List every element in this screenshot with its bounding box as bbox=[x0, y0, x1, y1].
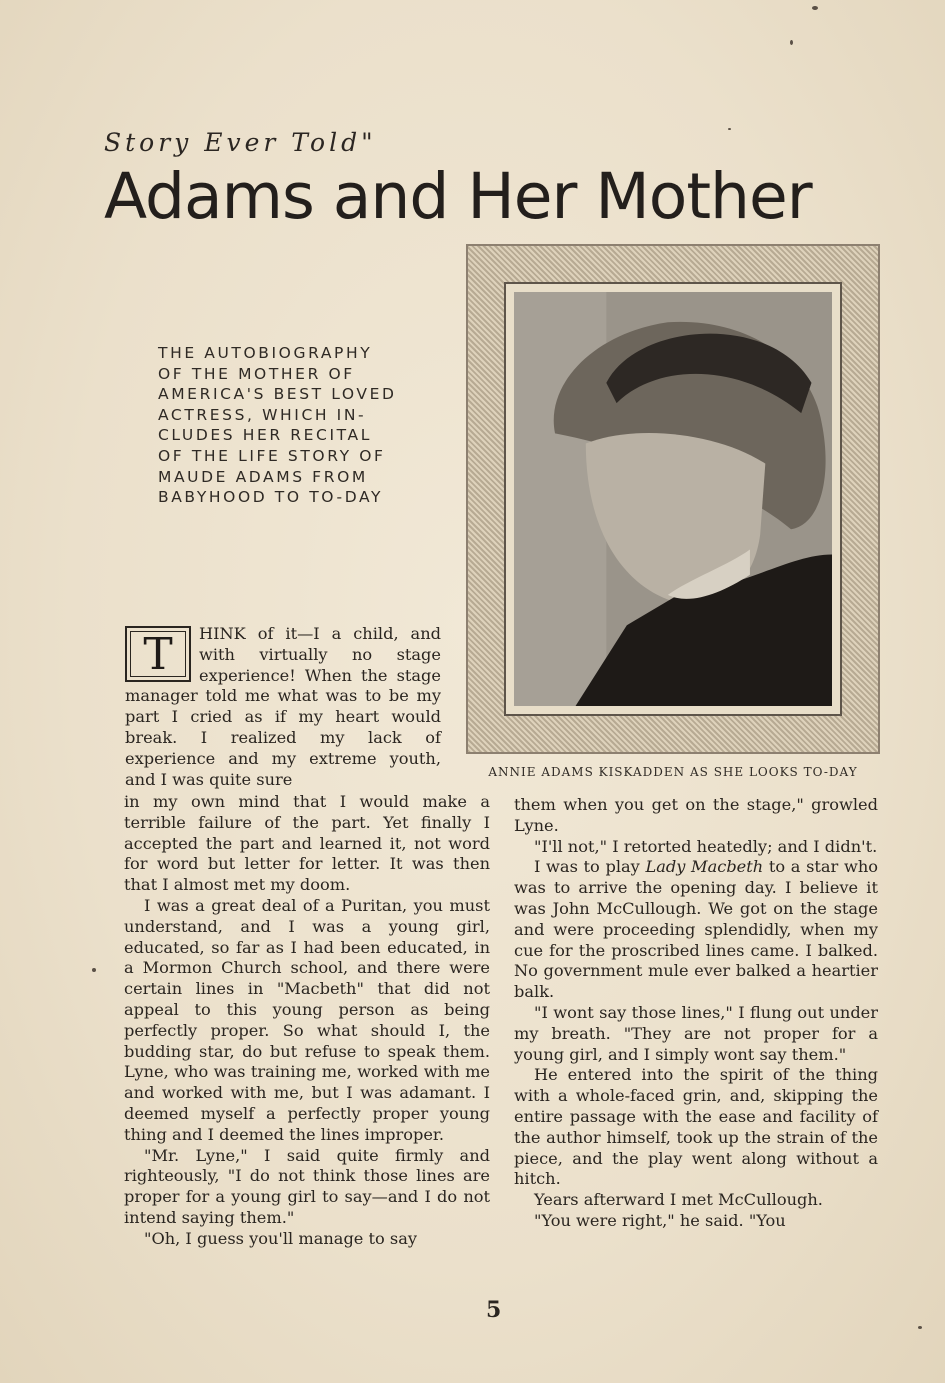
paragraph: "Mr. Lyne," I said quite firmly and righteously, "I do not think those lines are proper for a young girl to say—and I do not intend saying them." bbox=[124, 1145, 490, 1227]
photo-frame bbox=[466, 244, 880, 754]
deck-line: BABYHOOD TO TO-DAY bbox=[158, 488, 384, 507]
portrait-photo bbox=[514, 292, 832, 706]
portrait-illustration bbox=[514, 292, 832, 706]
paragraph: "I wont say those lines," I flung out under my breath. "They are not proper for a young girl, and I simply wont say them." bbox=[514, 1002, 878, 1064]
drop-cap-frame bbox=[125, 626, 191, 682]
paragraph: "Oh, I guess you'll manage to say bbox=[144, 1228, 418, 1248]
column-2 bbox=[514, 795, 878, 1232]
paragraph: He entered into the spirit of the thing with a whole-faced grin, and, skipping the entire passage with the ease and facility of the author himself, took up the strain of the piece, and the play went along without a hitch. bbox=[514, 1065, 878, 1189]
headline: Adams and Her Mother bbox=[104, 160, 812, 233]
deck-line: CLUDES HER RECITAL bbox=[158, 426, 372, 445]
paragraph: "I'll not," I retorted heatedly; and I didn't. bbox=[534, 836, 878, 856]
article-deck bbox=[158, 343, 420, 508]
photo-caption: ANNIE ADAMS KISKADDEN AS SHE LOOKS TO-DAY bbox=[488, 765, 858, 779]
paragraph: "You were right," he said. "You bbox=[534, 1210, 786, 1230]
drop-cap: T bbox=[143, 629, 173, 680]
deck-line: OF THE LIFE STORY OF bbox=[158, 446, 386, 465]
paragraph: Years afterward I met McCullough. bbox=[534, 1190, 823, 1210]
deck-line: ACTRESS, WHICH IN- bbox=[158, 405, 367, 424]
page-number: 5 bbox=[486, 1297, 502, 1323]
column-1-bottom bbox=[124, 792, 490, 1250]
photo-mat bbox=[504, 282, 842, 716]
paragraph: in my own mind that I would make a terrible failure of the part. Yet finally I accepted the part and learned it, not word for word but letter for letter. It was then that I almost met my doom. bbox=[124, 792, 490, 895]
role-name: Lady Macbeth bbox=[645, 857, 764, 877]
deck-line: MAUDE ADAMS FROM bbox=[158, 467, 368, 486]
paragraph: I was to play Lady Macbeth to a star who was to arrive the opening day. I believe it was John McCullough. We got on the stage and were proceeding splendidly, when my cue for the proscribed lines came. I balked. No government mule ever balked a heartier balk. bbox=[514, 857, 878, 1002]
headline-kicker: Story Ever Told" bbox=[104, 128, 377, 157]
paragraph: them when you get on the stage," growled Lyne. bbox=[514, 795, 878, 835]
column-1-top bbox=[125, 624, 441, 790]
deck-line: THE AUTOBIOGRAPHY bbox=[158, 344, 373, 362]
paragraph: I was a great deal of a Puritan, you must understand, and I was a young girl, educated, so far as I had been educated, in a Mormon Church school, and there were certain lines in "Macbeth" that did not appeal to this young person as being perfectly proper. So what should I, the budding star, do but refuse to speak them. Lyne, who was training me, worked with me and worked with me, but I was adamant. I deemed myself a perfectly proper young thing and I deemed the lines improper. bbox=[124, 895, 490, 1144]
opening-paragraph: HINK of it—I a child, and with virtually no stage experience! When the stage manager told me what was to be my part I cried as if my heart would break. I realized my lack of experience and my extreme youth, and I was quite sure bbox=[125, 624, 441, 789]
deck-line: OF THE MOTHER OF bbox=[158, 364, 355, 383]
deck-line: AMERICA'S BEST LOVED bbox=[158, 385, 397, 404]
